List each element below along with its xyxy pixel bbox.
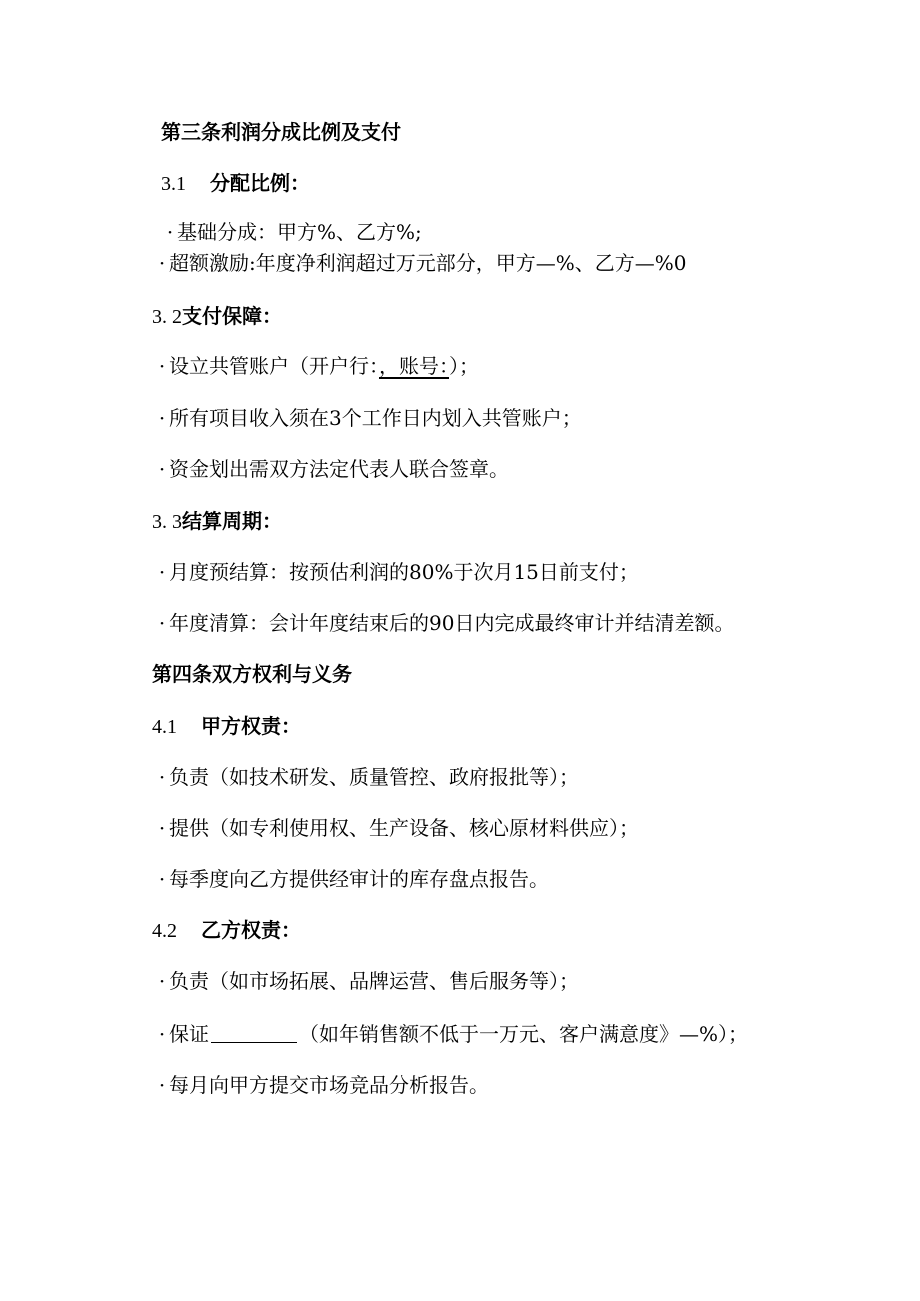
list-item bbox=[155, 763, 579, 791]
bullet-icon: · bbox=[166, 220, 174, 244]
section-3-3-heading bbox=[152, 507, 282, 536]
list-item bbox=[155, 1020, 748, 1048]
list-item bbox=[155, 558, 639, 586]
bullet-icon: · bbox=[158, 251, 166, 275]
list-item-text: 超额激励:年度净利润超过万元部分，甲方—%、乙方—%0 bbox=[169, 251, 687, 275]
list-item bbox=[155, 455, 509, 483]
section-title: 分配比例： bbox=[210, 171, 310, 195]
list-item-text: 负责（如技术研发、质量管控、政府报批等）； bbox=[169, 765, 579, 789]
section-number: 3.1 bbox=[161, 173, 186, 195]
section-3-2-heading bbox=[152, 302, 282, 331]
list-item-text-end: （如年销售额不低于一万元、客户满意度》—%）； bbox=[299, 1022, 749, 1046]
list-item-text: 资金划出需双方法定代表人联合签章。 bbox=[169, 457, 509, 481]
list-item bbox=[155, 814, 639, 842]
bullet-icon: · bbox=[158, 611, 166, 635]
section-3-1-heading bbox=[161, 169, 310, 198]
list-item bbox=[155, 1071, 489, 1099]
list-item-text: 年度清算：会计年度结束后的90日内完成最终审计并结清差额。 bbox=[169, 611, 735, 635]
list-item-text: 所有项目收入须在3个工作日内划入共管账户； bbox=[169, 406, 582, 430]
account-field-underlined: ，账号： bbox=[379, 354, 449, 378]
section-4-2-heading bbox=[152, 916, 301, 945]
fill-in-blank bbox=[211, 1022, 297, 1043]
list-item bbox=[155, 249, 686, 277]
section-number: 4.2 bbox=[152, 920, 177, 942]
list-item bbox=[155, 352, 479, 380]
bullet-icon: · bbox=[158, 765, 166, 789]
list-item-text: 每月向甲方提交市场竞品分析报告。 bbox=[169, 1073, 489, 1097]
list-item-text: 月度预结算：按预估利润的80%于次月15日前支付； bbox=[169, 560, 639, 584]
list-item-text: 每季度向乙方提供经审计的库存盘点报告。 bbox=[169, 867, 549, 891]
section-title: 乙方权责： bbox=[201, 918, 301, 942]
section-title: 支付保障： bbox=[182, 304, 282, 328]
section-4-1-heading bbox=[152, 712, 301, 741]
section-title: 甲方权责： bbox=[201, 714, 301, 738]
list-item bbox=[155, 404, 582, 432]
list-item bbox=[155, 865, 549, 893]
section-number: 3. 3 bbox=[152, 511, 182, 533]
bullet-icon: · bbox=[158, 354, 166, 378]
list-item bbox=[155, 967, 579, 995]
bullet-icon: · bbox=[158, 457, 166, 481]
bullet-icon: · bbox=[158, 969, 166, 993]
bullet-icon: · bbox=[158, 816, 166, 840]
bullet-icon: · bbox=[158, 560, 166, 584]
list-item-text: 保证 bbox=[169, 1022, 209, 1046]
article3-heading: 第三条利润分成比例及支付 bbox=[161, 120, 401, 144]
article4-heading: 第四条双方权利与义务 bbox=[152, 662, 352, 686]
list-item-text-end: ）； bbox=[449, 354, 479, 378]
list-item bbox=[163, 218, 422, 246]
list-item-text: 负责（如市场拓展、品牌运营、售后服务等）； bbox=[169, 969, 579, 993]
list-item-text: 基础分成：甲方%、乙方%; bbox=[177, 220, 422, 244]
list-item-text: 设立共管账户（开户行： bbox=[169, 354, 379, 378]
list-item bbox=[155, 609, 734, 637]
list-item-text: 提供（如专利使用权、生产设备、核心原材料供应）； bbox=[169, 816, 639, 840]
bullet-icon: · bbox=[158, 867, 166, 891]
section-number: 4.1 bbox=[152, 716, 177, 738]
bullet-icon: · bbox=[158, 1022, 166, 1046]
section-number: 3. 2 bbox=[152, 306, 182, 328]
section-title: 结算周期： bbox=[182, 509, 282, 533]
bullet-icon: · bbox=[158, 1073, 166, 1097]
bullet-icon: · bbox=[158, 406, 166, 430]
